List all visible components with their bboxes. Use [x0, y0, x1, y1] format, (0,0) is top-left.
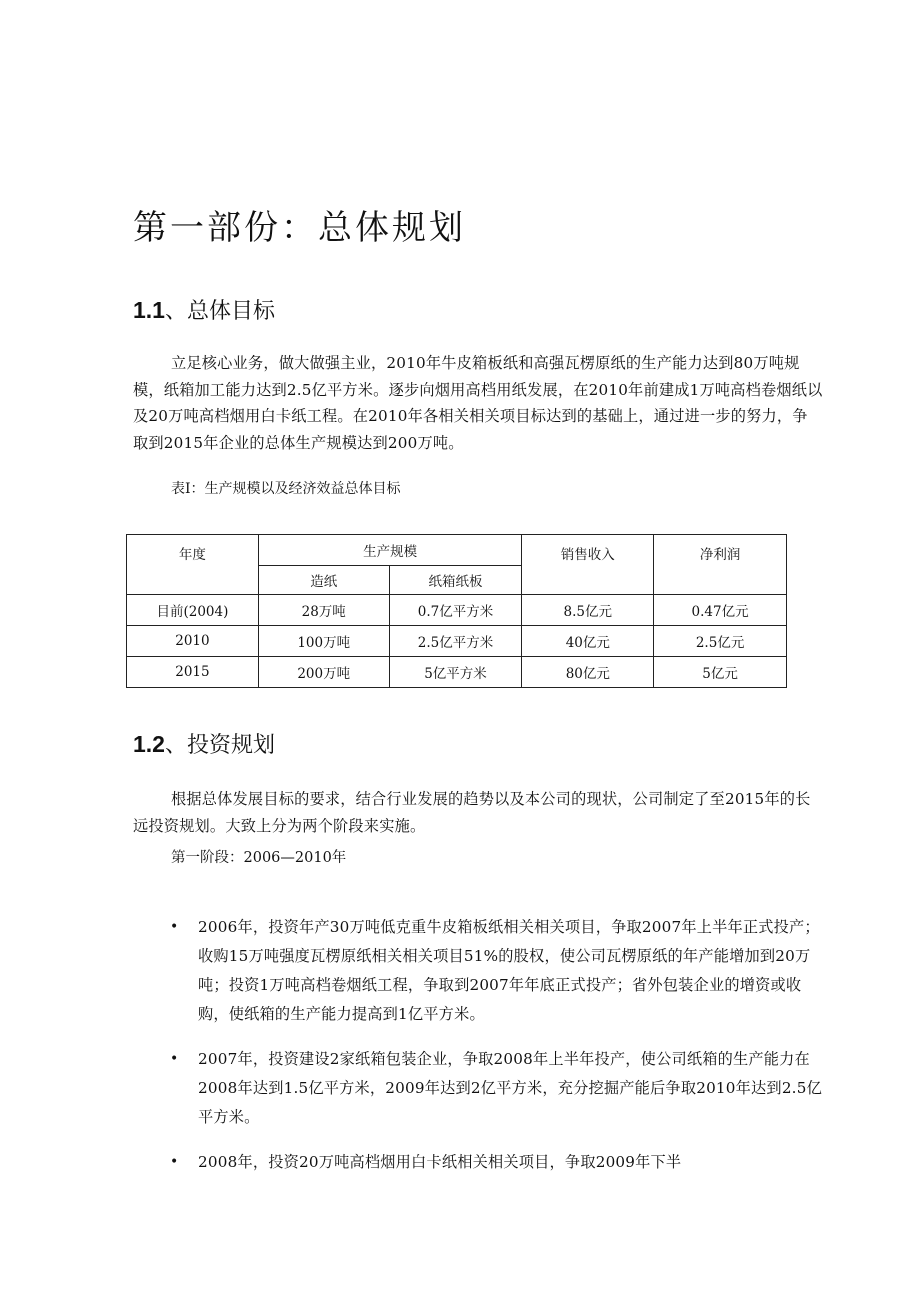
section-separator: 、 — [164, 299, 187, 324]
bullet-icon: • — [170, 1051, 179, 1067]
cell-paper: 200万吨 — [258, 657, 389, 688]
cell-year: 2015 — [127, 657, 259, 688]
list-item — [170, 1148, 830, 1177]
section-heading-1-1 — [133, 294, 275, 325]
section-title: 总体目标 — [187, 299, 276, 324]
bullet-icon: • — [170, 1154, 179, 1170]
list-item — [170, 1045, 830, 1132]
section-separator: 、 — [164, 733, 187, 758]
table-caption: 表I：生产规模以及经济效益总体目标 — [171, 481, 401, 497]
cell-sales: 8.5亿元 — [522, 595, 654, 626]
cell-carton: 5亿平方米 — [389, 657, 522, 688]
cell-profit: 5亿元 — [654, 657, 787, 688]
goals-table — [126, 534, 787, 688]
list-item-text: 2008年，投资20万吨高档烟用白卡纸相关相关项目，争取2009年下半 — [198, 1153, 682, 1171]
cell-carton: 0.7亿平方米 — [389, 595, 522, 626]
list-item-text: 2007年，投资建设2家纸箱包装企业，争取2008年上半年投产，使公司纸箱的生产能力在2008年达到1.5亿平方米，2009年达到2亿平方米，充分挖掘产能后争取2010年达到2.5亿平方米。 — [198, 1050, 822, 1126]
table-row — [127, 626, 787, 657]
section-title: 投资规划 — [187, 733, 276, 758]
table-row — [127, 657, 787, 688]
cell-profit: 0.47亿元 — [654, 595, 787, 626]
cell-year: 2010 — [127, 626, 259, 657]
section-number: 1.1 — [133, 297, 165, 323]
cell-profit: 2.5亿元 — [654, 626, 787, 657]
cell-sales: 80亿元 — [522, 657, 654, 688]
bullet-icon: • — [170, 919, 179, 935]
stage-label: 第一阶段：2006—2010年 — [171, 850, 347, 866]
header-paper: 造纸 — [258, 566, 389, 595]
table-header-row — [127, 535, 787, 566]
cell-paper: 100万吨 — [258, 626, 389, 657]
section-number: 1.2 — [133, 731, 165, 757]
investment-bullet-list — [170, 913, 830, 1193]
cell-year: 目前(2004) — [127, 595, 259, 626]
header-production: 生产规模 — [258, 535, 522, 566]
header-profit: 净利润 — [654, 535, 787, 595]
cell-sales: 40亿元 — [522, 626, 654, 657]
list-item-text: 2006年，投资年产30万吨低克重牛皮箱板纸相关相关项目，争取2007年上半年正式投产；收购15万吨强度瓦楞原纸相关相关项目51%的股权，使公司瓦楞原纸的年产能增加到20万吨；投资1万吨高档卷烟纸工程，争取到2007年年底正式投产；省外包装企业的增资或收购，使纸箱的生产能力提高到1亿平方米。 — [198, 918, 820, 1023]
cell-carton: 2.5亿平方米 — [389, 626, 522, 657]
investment-paragraph: 根据总体发展目标的要求，结合行业发展的趋势以及本公司的现状，公司制定了至2015年的长远投资规划。大致上分为两个阶段来实施。 — [133, 790, 811, 835]
table-row — [127, 595, 787, 626]
header-sales: 销售收入 — [522, 535, 654, 595]
goal-paragraph: 立足核心业务，做大做强主业，2010年牛皮箱板纸和高强瓦楞原纸的生产能力达到80万吨规模，纸箱加工能力达到2.5亿平方米。逐步向烟用高档用纸发展，在2010年前建成1万吨高档卷烟纸以及20万吨高档烟用白卡纸工程。在2010年各相关相关项目标达到的基础上，通过进一步的努力，争取到2015年企业的总体生产规模达到200万吨。 — [133, 354, 823, 452]
header-year: 年度 — [127, 535, 259, 595]
list-item — [170, 913, 830, 1029]
part-title: 第一部份：总体规划 — [133, 208, 466, 248]
section-heading-1-2 — [133, 728, 275, 759]
header-carton: 纸箱纸板 — [389, 566, 522, 595]
cell-paper: 28万吨 — [258, 595, 389, 626]
